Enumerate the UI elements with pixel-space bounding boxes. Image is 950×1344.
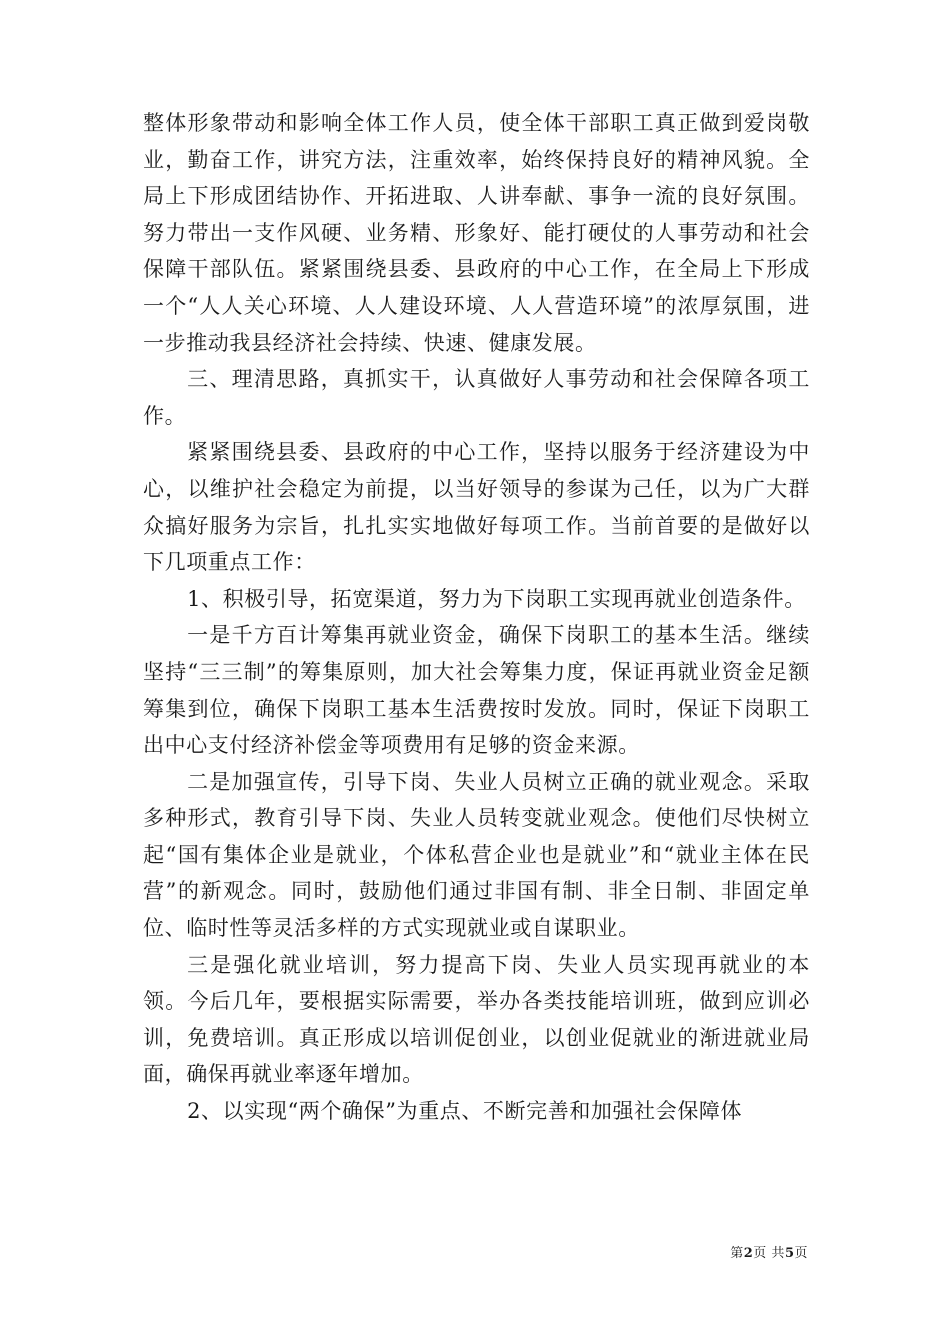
- page-footer: [730, 1242, 808, 1261]
- paragraph-1: 整体形象带动和影响全体工作人员，使全体干部职工真正做到爱岗敬业，勤奋工作，讲究方法，注重效率，始终保持良好的精神风貌。全局上下形成团结协作、开拓进取、人讲奉献、事争一流的良好氛围。努力带出一支作风硬、业务精、形象好、能打硬仗的人事劳动和社会保障干部队伍。紧紧围绕县委、县政府的中心工作，在全局上下形成一个“人人关心环境、人人建设环境、人人营造环境”的浓厚氛围，进一步推动我县经济社会持续、快速、健康发展。: [143, 111, 810, 355]
- footer-middle: 页 共: [753, 1246, 785, 1261]
- paragraph-7: 三是强化就业培训，努力提高下岗、失业人员实现再就业的本领。今后几年，要根据实际需要，举办各类技能培训班，做到应训必训，免费培训。真正形成以培训促创业，以创业促就业的渐进就业局面，确保再就业率逐年增加。: [143, 952, 810, 1087]
- paragraph-2: 三、理清思路，真抓实干，认真做好人事劳动和社会保障各项工作。: [143, 367, 810, 428]
- paragraph-6: 二是加强宣传，引导下岗、失业人员树立正确的就业观念。采取多种形式，教育引导下岗、失业人员转变就业观念。使他们尽快树立起“国有集体企业是就业，个体私营企业也是就业”和“就业主体在民营”的新观念。同时，鼓励他们通过非国有制、非全日制、非固定单位、临时性等灵活多样的方式实现就业或自谋职业。: [143, 769, 810, 941]
- current-page-number: 2: [743, 1246, 754, 1261]
- paragraph-8: 2、以实现“两个确保”为重点、不断完善和加强社会保障体: [187, 1099, 743, 1124]
- footer-suffix: 页: [794, 1246, 808, 1261]
- document-body: [143, 105, 810, 1130]
- footer-prefix: 第: [730, 1246, 744, 1261]
- paragraph-4: 1、积极引导，拓宽渠道，努力为下岗职工实现再就业创造条件。: [187, 586, 806, 611]
- paragraph-3: 紧紧围绕县委、县政府的中心工作，坚持以服务于经济建设为中心，以维护社会稳定为前提，以当好领导的参谋为己任，以为广大群众搞好服务为宗旨，扎扎实实地做好每项工作。当前首要的是做好以下几项重点工作：: [143, 440, 810, 575]
- paragraph-5: 一是千方百计筹集再就业资金，确保下岗职工的基本生活。继续坚持“三三制”的筹集原则，加大社会筹集力度，保证再就业资金足额筹集到位，确保下岗职工基本生活费按时发放。同时，保证下岗职工出中心支付经济补偿金等项费用有足够的资金来源。: [143, 623, 810, 758]
- total-page-number: 5: [784, 1246, 795, 1261]
